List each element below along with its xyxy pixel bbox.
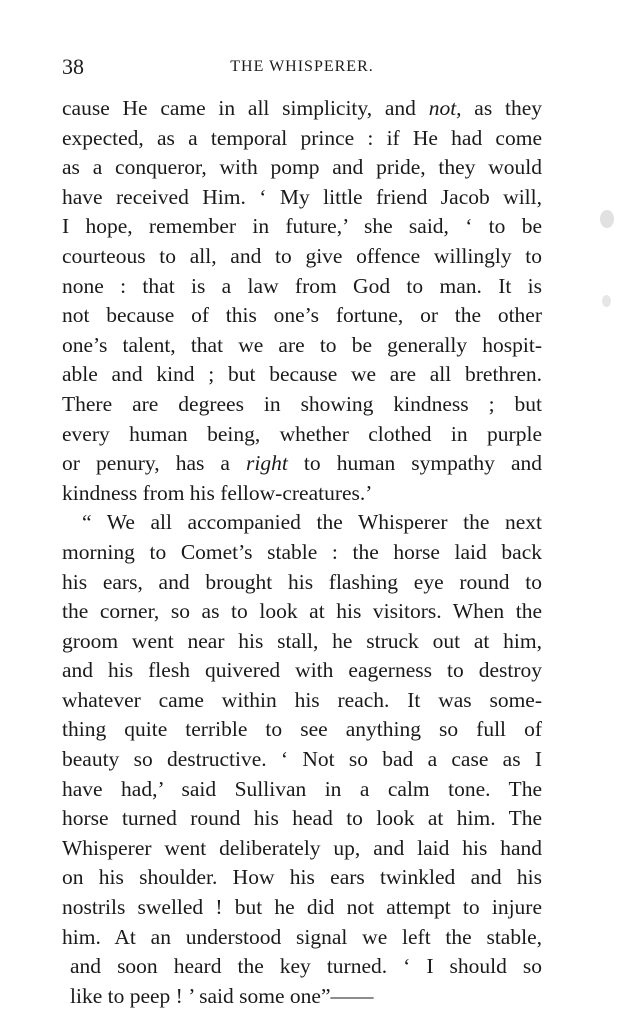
text-line: every human being, whether clothed in purple	[62, 421, 542, 446]
text-line: none : that is a law from God to man. It is	[62, 273, 542, 298]
text-line: I hope, remember in future,’ she said, ‘ to be	[62, 214, 542, 239]
text-line: able and kind ; but because we are all brethren.	[62, 362, 542, 387]
text-line: morning to Comet’s stable : the horse laid back	[62, 539, 542, 564]
text-line: kindness from his fellow-creatures.’	[62, 480, 373, 505]
text-line: expected, as a temporal prince : if He had come	[62, 125, 542, 150]
text-line: or penury, has a right to human sympathy and	[62, 451, 542, 476]
text-line: whatever came within his reach. It was some-	[62, 687, 542, 712]
text-line: have had,’ said Sullivan in a calm tone. The	[62, 776, 542, 801]
text-line: groom went near his stall, he struck out at him,	[62, 628, 542, 653]
text-line: “ We all accompanied the Whisperer the next	[82, 510, 542, 535]
text-line: There are degrees in showing kindness ; but	[62, 391, 542, 416]
text-line: beauty so destructive. ‘ Not so bad a case as I	[62, 747, 542, 772]
text-line: and soon heard the key turned. ‘ I should so	[70, 954, 542, 979]
body-text	[62, 94, 542, 1011]
print-speck	[600, 210, 614, 228]
text-line: Whisperer went deliberately up, and laid his hand	[62, 835, 542, 860]
text-line: the corner, so as to look at his visitors. When the	[62, 599, 542, 624]
text-line: him. At an understood signal we left the stable,	[62, 924, 542, 949]
text-line: horse turned round his head to look at him. The	[62, 806, 542, 831]
text-line: and his flesh quivered with eagerness to destroy	[62, 658, 542, 683]
page-header	[62, 52, 542, 82]
text-line: his ears, and brought his flashing eye round to	[62, 569, 542, 594]
print-speck	[602, 295, 611, 307]
text-line: thing quite terrible to see anything so full of	[62, 717, 542, 742]
text-line: as a conqueror, with pomp and pride, they would	[62, 155, 542, 180]
text-line: have received Him. ‘ My little friend Jacob will,	[62, 184, 542, 209]
text-line: on his shoulder. How his ears twinkled and his	[62, 865, 542, 890]
text-line: nostrils swelled ! but he did not attempt to injure	[62, 895, 542, 920]
text-line: courteous to all, and to give offence willingly to	[62, 243, 542, 268]
text-line: one’s talent, that we are to be generally hospit-	[62, 332, 542, 357]
running-title: THE WHISPERER.	[230, 58, 374, 75]
text-line: cause He came in all simplicity, and not, as they	[62, 96, 542, 120]
text-line: like to peep ! ’ said some one”——	[70, 983, 374, 1008]
text-line: not because of this one’s fortune, or the other	[62, 303, 542, 328]
page-number: 38	[62, 54, 84, 79]
